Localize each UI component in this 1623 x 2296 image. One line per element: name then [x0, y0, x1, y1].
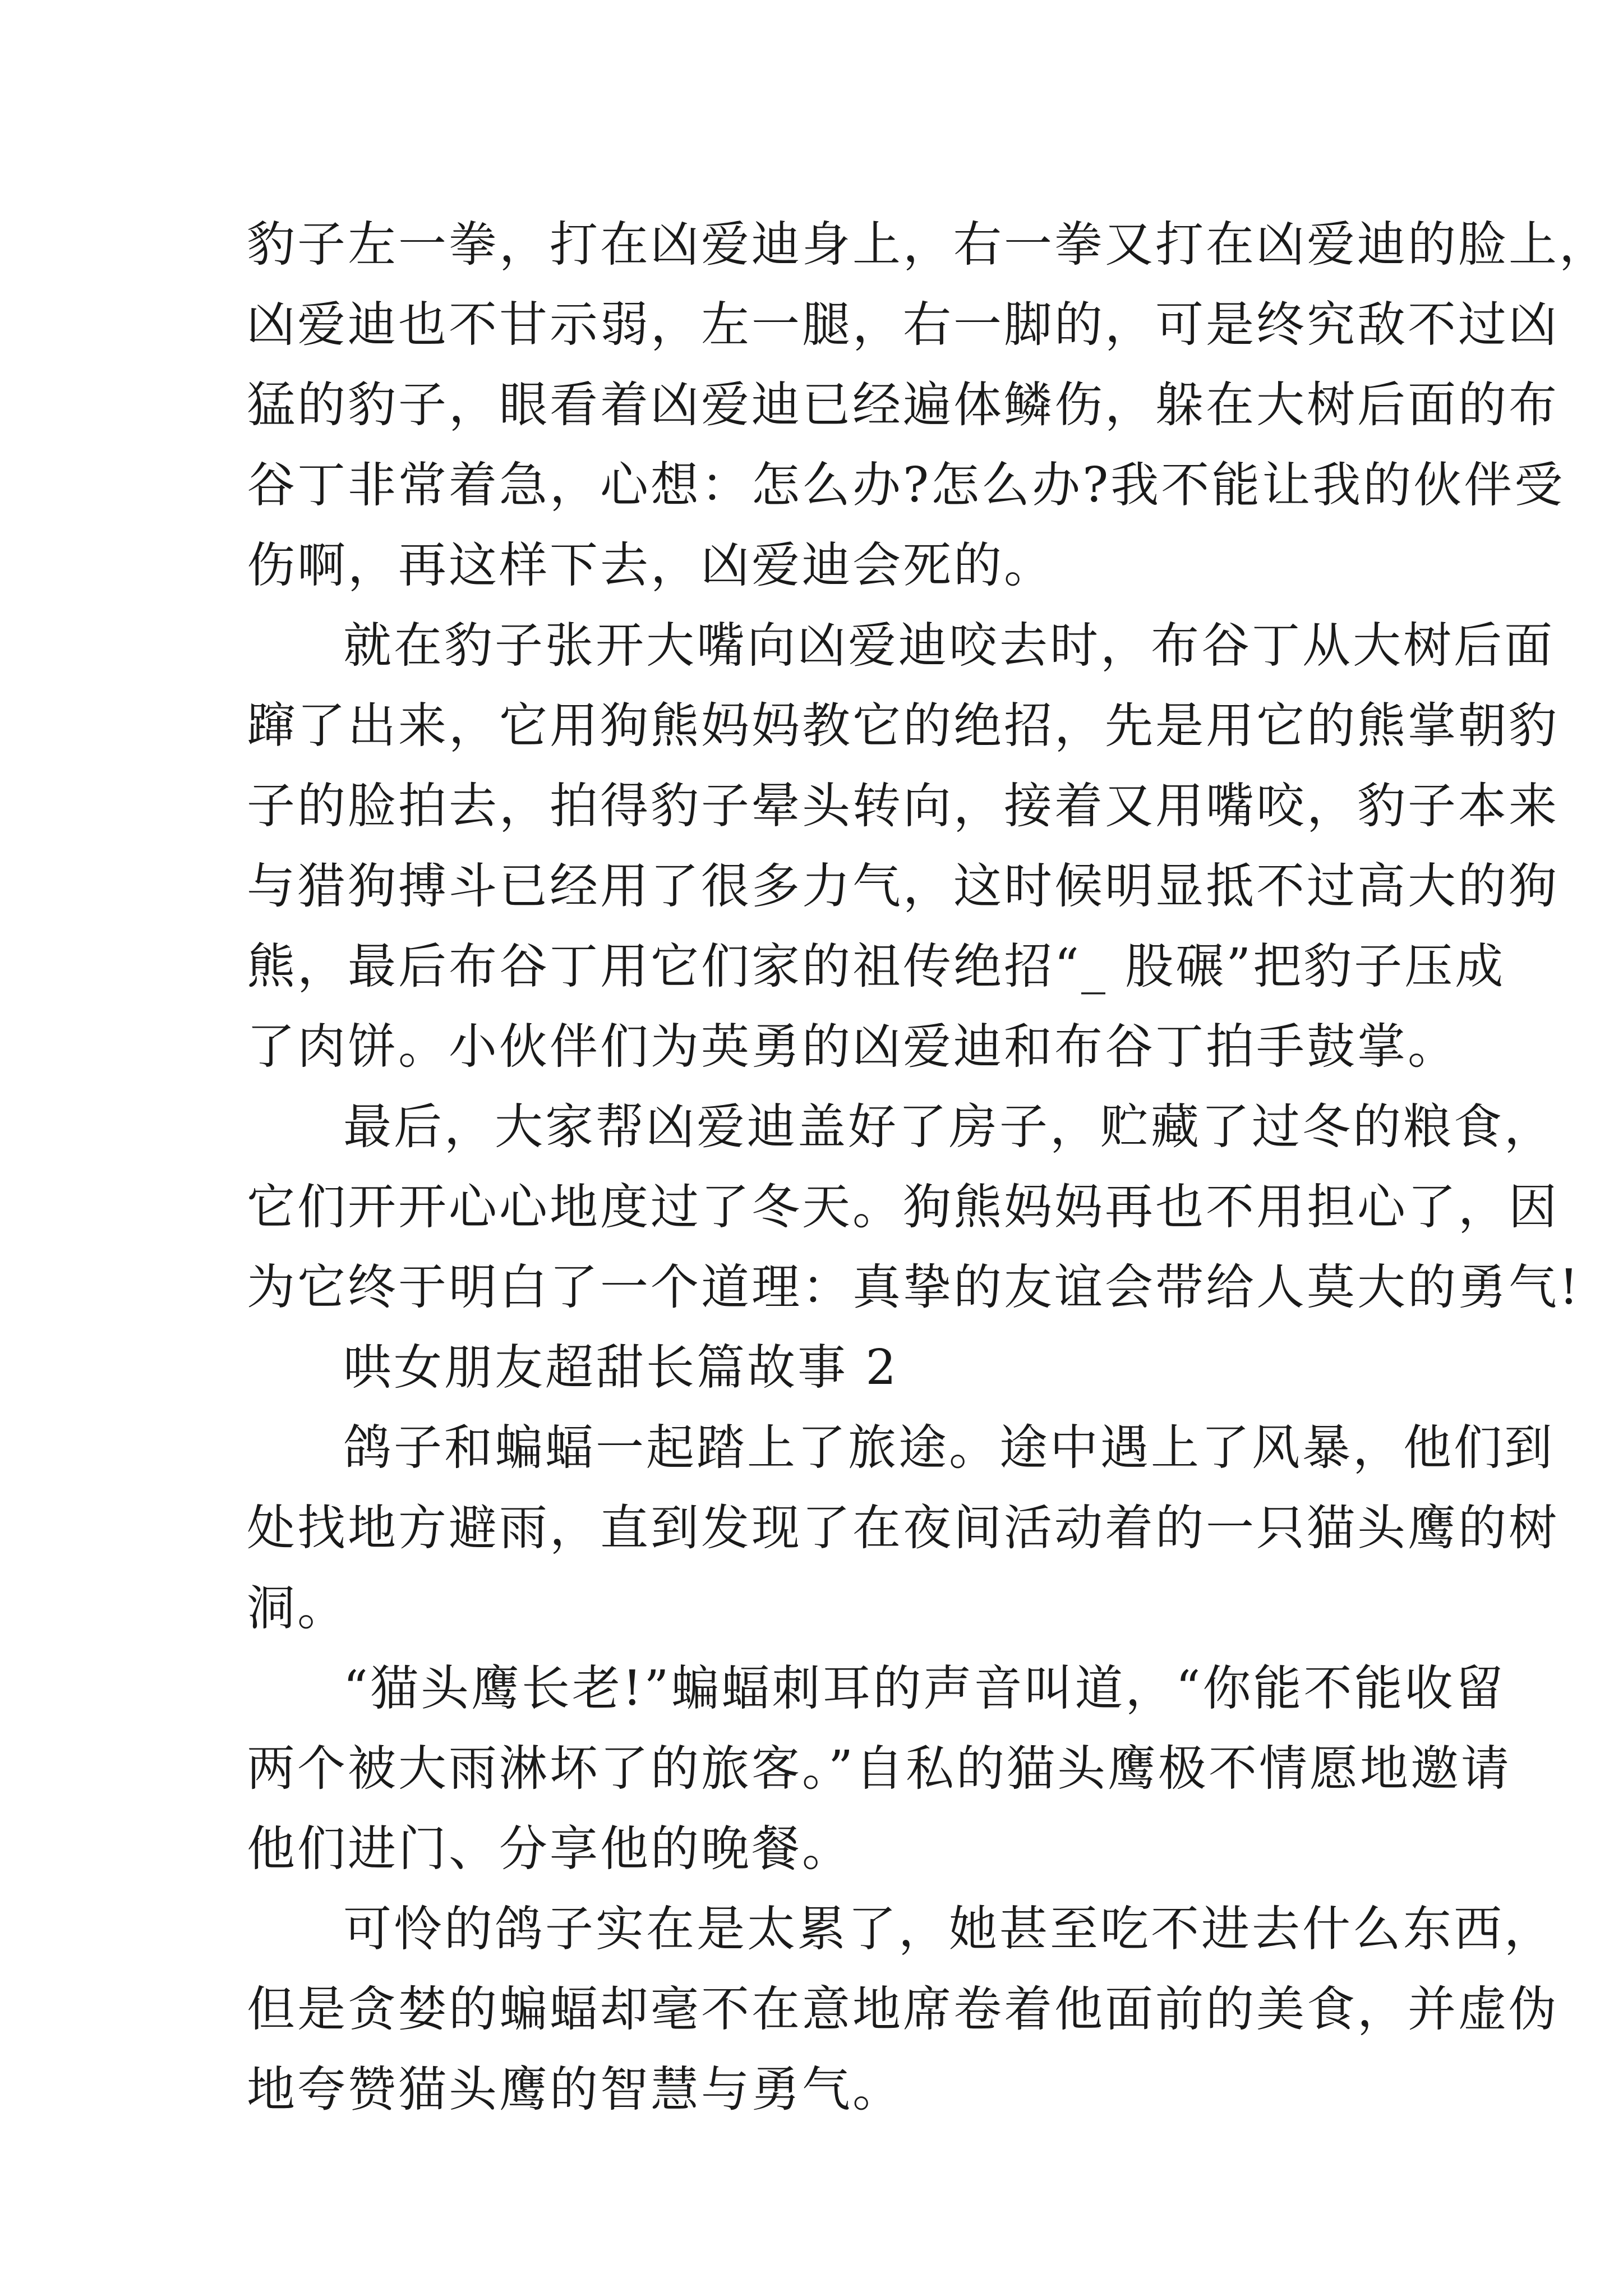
paragraph-start-line: 可怜的鸽子实在是太累了，她甚至吃不进去什么东西，: [343, 1901, 1555, 1957]
text-line: 猛的豹子，眼看着凶爱迪已经遍体鳞伤，躲在大树后面的布: [247, 377, 1559, 433]
paragraph-start-line: 哄女朋友超甜长篇故事 2: [343, 1340, 899, 1396]
text-line: 洞。: [247, 1580, 348, 1636]
text-line: 熊，最后布谷丁用它们家的祖传绝招“_ 股碾”把豹子压成: [247, 938, 1506, 995]
paragraph-start-line: 鸽子和蝙蝠一起踏上了旅途。途中遇上了风暴，他们到: [343, 1420, 1555, 1476]
text-line: 处找地方避雨，直到发现了在夜间活动着的一只猫头鹰的树: [247, 1500, 1559, 1556]
paragraph-start-line: 就在豹子张开大嘴向凶爱迪咬去时，布谷丁从大树后面: [343, 618, 1555, 674]
text-line: 但是贪婪的蝙蝠却毫不在意地席卷着他面前的美食，并虚伪: [247, 1981, 1559, 2037]
paragraph-start-line: 最后，大家帮凶爱迪盖好了房子，贮藏了过冬的粮食，: [343, 1099, 1555, 1155]
text-line: 凶爱迪也不甘示弱，左一腿，右一脚的，可是终究敌不过凶: [247, 297, 1559, 353]
text-line: 谷丁非常着急，心想：怎么办?怎么办?我不能让我的伙伴受: [247, 457, 1565, 513]
text-line: 蹿了出来，它用狗熊妈妈教它的绝招，先是用它的熊掌朝豹: [247, 698, 1559, 754]
paragraph-start-line: “猫头鹰长老!”蝙蝠刺耳的声音叫道，“你能不能收留: [343, 1660, 1506, 1717]
text-line: 地夸赞猫头鹰的智慧与勇气。: [247, 2062, 903, 2118]
text-line: 豹子左一拳，打在凶爱迪身上，右一拳又打在凶爱迪的脸上，: [247, 217, 1610, 273]
text-line: 与猎狗搏斗已经用了很多力气，这时候明显抵不过高大的狗: [247, 858, 1559, 914]
text-line: 伤啊，再这样下去，凶爱迪会死的。: [247, 537, 1054, 593]
text-line: 为它终于明白了一个道理：真挚的友谊会带给人莫大的勇气!: [247, 1259, 1581, 1315]
text-line: 了肉饼。小伙伴们为英勇的凶爱迪和布谷丁拍手鼓掌。: [247, 1019, 1458, 1075]
text-line: 他们进门、分享他的晚餐。: [247, 1821, 852, 1877]
text-line: 两个被大雨淋坏了的旅客。”自私的猫头鹰极不情愿地邀请: [247, 1741, 1511, 1797]
text-line: 子的脸拍去，拍得豹子晕头转向，接着又用嘴咬，豹子本来: [247, 778, 1559, 834]
text-line: 它们开开心心地度过了冬天。狗熊妈妈再也不用担心了，因: [247, 1179, 1559, 1235]
document-body: [247, 205, 1610, 2130]
